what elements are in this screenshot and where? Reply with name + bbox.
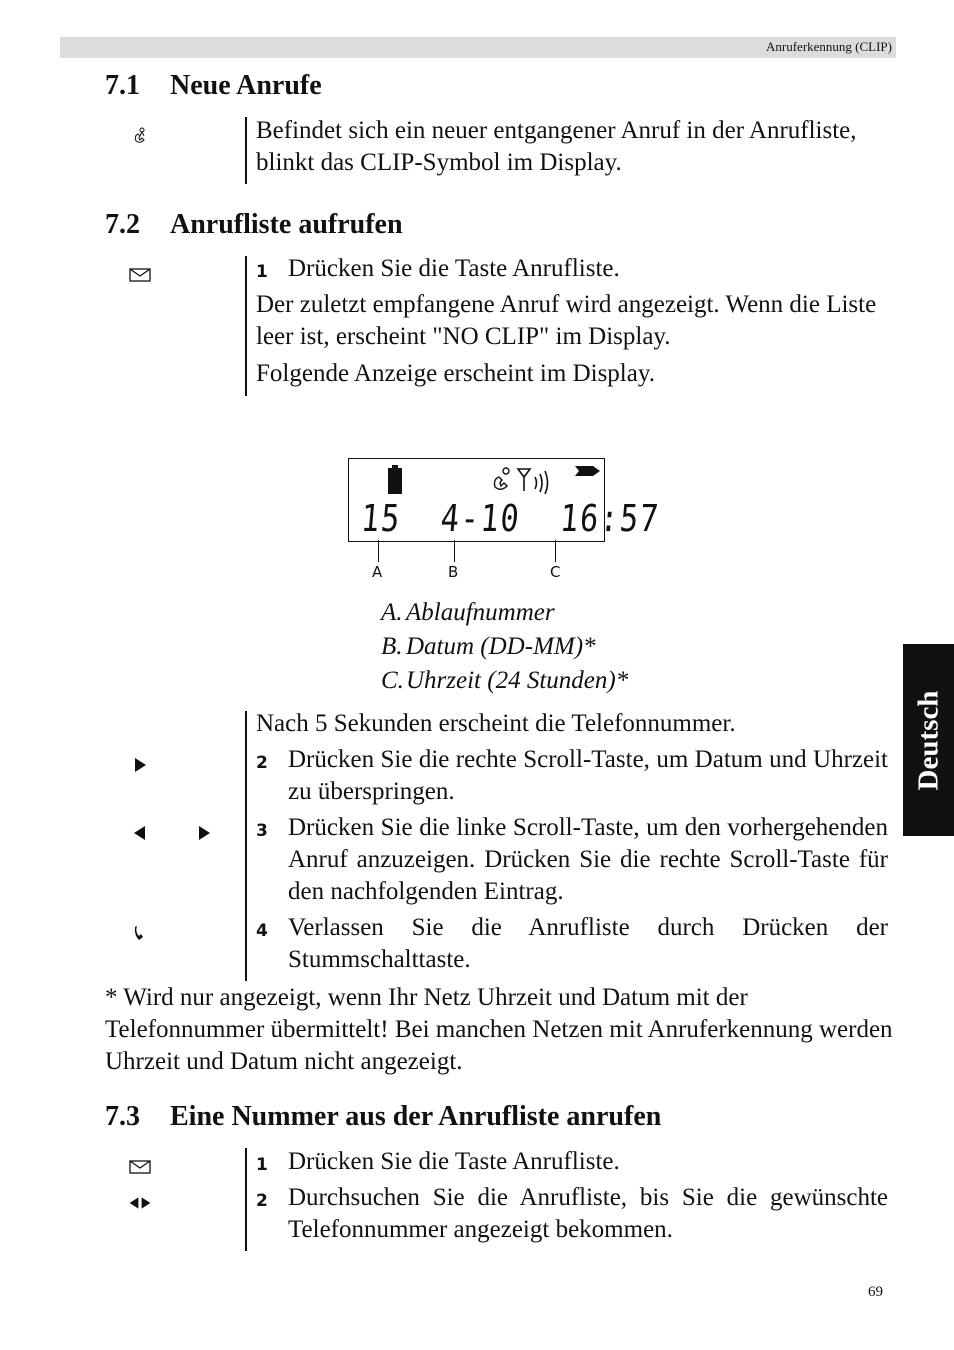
- step-2: 2 Drücken Sie die rechte Scroll-Taste, um Datum und Uhrzeit zu überspringen.: [256, 746, 888, 805]
- section-7-2-paragraph: Folgende Anzeige erscheint im Display.: [256, 360, 655, 387]
- call-list-key-icon: [128, 1156, 152, 1178]
- call-list-key-icon: [128, 264, 152, 286]
- right-arrow-icon: [128, 754, 152, 776]
- step-4: 4 Verlassen Sie die Anrufliste durch Drücken der Stummschalttaste.: [256, 914, 888, 973]
- step-1: 1 Drücken Sie die Taste Anrufliste.: [256, 1148, 620, 1175]
- language-tab: [903, 644, 954, 836]
- mute-key-icon: [128, 922, 152, 944]
- page-number: 69: [868, 1284, 883, 1300]
- scroll-keys-icon: [128, 1192, 152, 1214]
- left-arrow-icon: [128, 822, 152, 844]
- margin-rule: [245, 1148, 247, 1251]
- label-leader-a: [378, 540, 379, 562]
- lcd-display: [348, 458, 662, 542]
- display-label-c: C: [550, 563, 561, 581]
- label-leader-b: [454, 540, 455, 562]
- step-1: 1 Drücken Sie die Taste Anrufliste.: [256, 255, 620, 282]
- after-display-paragraph: Nach 5 Sekunden erscheint die Telefonnummer.: [256, 710, 736, 737]
- legend-item: B. Datum (DD-MM)*: [381, 633, 596, 660]
- section-7-1-text: Befindet sich ein neuer entgangener Anruf in der Anrufliste, blinkt das CLIP-Symbol im Display.: [256, 117, 857, 176]
- clip-signal-icon: [491, 465, 557, 495]
- section-7-2-paragraph: Der zuletzt empfangene Anruf wird angezeigt. Wenn die Liste leer ist, erscheint "NO CLIP" im Display.: [256, 291, 877, 350]
- language-tab-label: Deutsch: [912, 690, 945, 790]
- legend-item: C. Uhrzeit (24 Stunden)*: [381, 667, 629, 694]
- page-header-bar: [60, 37, 896, 58]
- display-label-b: B: [448, 563, 459, 581]
- margin-rule: [245, 711, 247, 981]
- right-arrow-icon: [192, 822, 216, 844]
- section-heading-7-2: 7.2 Anrufliste aufrufen: [105, 209, 403, 240]
- section-heading-7-3: 7.3 Eine Nummer aus der Anrufliste anrufen: [105, 1101, 662, 1132]
- margin-rule: [245, 117, 247, 184]
- display-label-a: A: [372, 563, 383, 581]
- label-leader-c: [555, 540, 556, 562]
- envelope-flag-icon: [573, 465, 601, 477]
- margin-rule: [245, 256, 247, 396]
- step-3: 3 Drücken Sie die linke Scroll-Taste, um den vorhergehenden Anruf anzuzeigen. Drücken Sie die rechte Scroll-Taste für den nachfolgenden Eintrag.: [256, 814, 888, 905]
- display-legend: [381, 596, 628, 698]
- legend-item: A. Ablaufnummer: [381, 599, 555, 626]
- section-heading-7-1: 7.1 Neue Anrufe: [105, 70, 322, 101]
- battery-icon: [387, 465, 403, 495]
- header-title: Anruferkennung (CLIP): [766, 39, 892, 54]
- clip-symbol-icon: [128, 124, 152, 146]
- lcd-digits: 15 4-10 16:57: [359, 497, 662, 540]
- step-2: 2 Durchsuchen Sie die Anrufliste, bis Sie die gewünschte Telefonnummer angezeigt bekommen.: [256, 1184, 888, 1243]
- footnote: * Wird nur angezeigt, wenn Ihr Netz Uhrzeit und Datum mit der Telefonnummer übermittelt! Bei manchen Netzen mit Anruferkennung werden Uhrzeit und Datum nicht angezeigt.: [105, 984, 893, 1075]
